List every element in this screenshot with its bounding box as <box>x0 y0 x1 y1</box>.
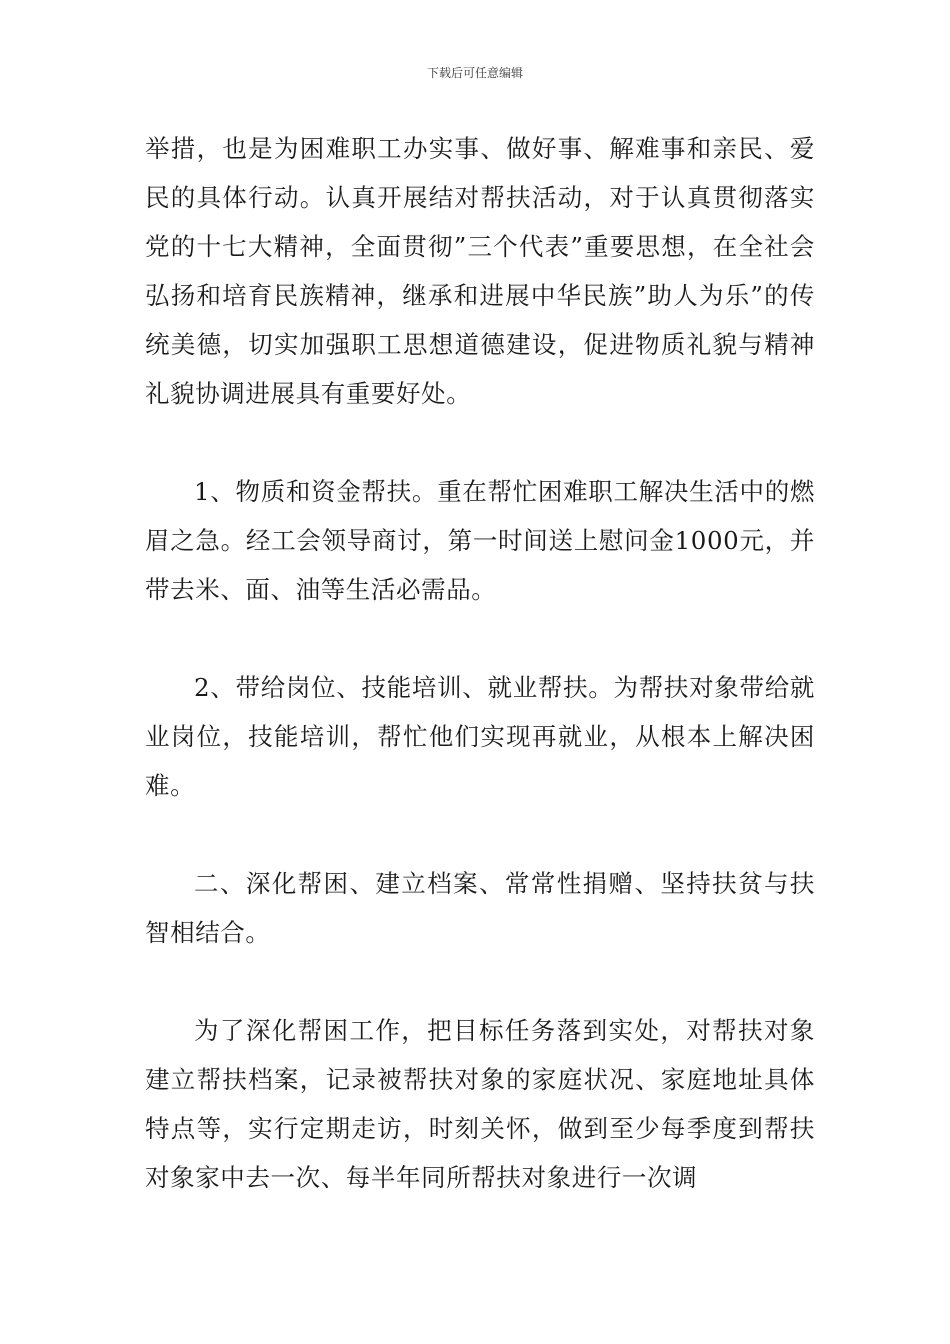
page-header: 下载后可任意编辑 <box>426 66 523 80</box>
document-body <box>145 124 815 1202</box>
paragraph-material-aid: 1、物质和资金帮扶。重在帮忙困难职工解决生活中的燃眉之急。经工会领导商讨，第一时间送上慰问金1000元，并带去米、面、油等生活必需品。 <box>145 477 815 604</box>
paragraph-employment-aid: 2、带给岗位、技能培训、就业帮扶。为帮扶对象带给就业岗位，技能培训，帮忙他们实现再就业，从根本上解决困难。 <box>145 673 815 800</box>
paragraph-archives: 为了深化帮困工作，把目标任务落到实处，对帮扶对象建立帮扶档案，记录被帮扶对象的家庭状况、家庭地址具体特点等，实行定期走访，时刻关怀，做到至少每季度到帮扶对象家中去一次、每半年同所帮扶对象进行一次调 <box>145 1016 815 1192</box>
section-heading-deepen-aid: 二、深化帮困、建立档案、常常性捐赠、坚持扶贫与扶智相结合。 <box>145 869 815 947</box>
paragraph-continuation: 举措，也是为困难职工办实事、做好事、解难事和亲民、爱民的具体行动。认真开展结对帮扶活动，对于认真贯彻落实党的十七大精神，全面贯彻”三个代表”重要思想，在全社会弘扬和培育民族精神，继承和进展中华民族”助人为乐”的传统美德，切实加强职工思想道德建设，促进物质礼貌与精神礼貌协调进展具有重要好处。 <box>145 134 815 408</box>
